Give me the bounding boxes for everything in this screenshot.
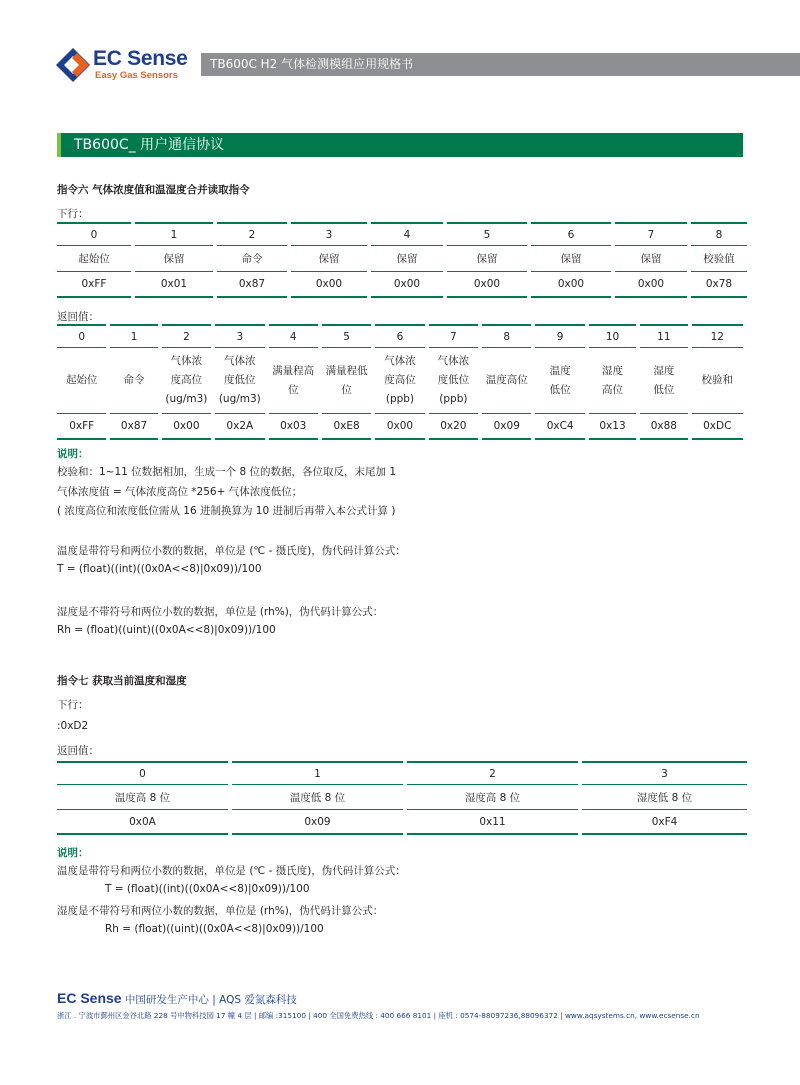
field-name-line: 高位 — [602, 383, 623, 396]
footer-org: 中国研发生产中心 | AQS 爱氮森科技 — [121, 994, 297, 1006]
banner-accent — [57, 133, 61, 157]
byte-value-cell: 0x87 — [217, 272, 287, 298]
field-name-line: 气体浓 — [384, 355, 416, 367]
byte-value-cell: 0xC4 — [535, 414, 584, 440]
byte-index-cell: 7 — [615, 222, 687, 246]
byte-value-cell: 0x00 — [531, 272, 611, 298]
logo-subtitle: Easy Gas Sensors — [95, 70, 178, 81]
cmd6-hum-formula: Rh = (float)((uint)((0x0A<<8)|0x09))/100 — [57, 624, 276, 636]
byte-value-cell: 0x00 — [291, 272, 367, 298]
byte-index-cell: 12 — [692, 324, 744, 348]
byte-value-cell: 0x13 — [589, 414, 636, 440]
field-name-cell: 校验值 — [691, 246, 747, 272]
byte-value-cell: 0x09 — [482, 414, 531, 440]
field-name-line: 低位 — [653, 383, 675, 396]
field-name-cell — [215, 348, 264, 414]
byte-value-cell: 0xFF — [57, 272, 131, 298]
cmd7-return-table — [53, 761, 751, 835]
byte-index-cell: 3 — [582, 761, 747, 785]
byte-value-cell: 0x20 — [429, 414, 478, 440]
doc-title-bar: TB600C H2 气体检测模组应用规格书 — [201, 53, 800, 76]
cmd6-note-conversion: ( 浓度高位和浓度低位需从 16 进制换算为 10 进制后再带入本公式计算 ) — [57, 505, 396, 517]
byte-value-cell: 0x00 — [615, 272, 687, 298]
section-banner — [57, 133, 743, 157]
byte-value-cell: 0x00 — [162, 414, 211, 440]
field-name-line: 满量程低 — [325, 364, 368, 377]
byte-index-cell: 0 — [57, 761, 228, 785]
field-name-line: 温度高位 — [485, 374, 528, 386]
byte-value-cell: 0xDC — [692, 414, 744, 440]
field-name-line: 湿度 — [602, 364, 623, 377]
page-footer — [57, 990, 743, 1021]
cmd7-return-label: 返回值： — [57, 745, 99, 757]
cmd6-down-table — [53, 222, 751, 298]
byte-index-cell: 9 — [535, 324, 584, 348]
footer-brand: EC Sense — [57, 990, 122, 1006]
field-name-line: 满量程高 — [272, 364, 315, 377]
field-name-cell: 保留 — [135, 246, 213, 272]
field-name-cell: 命令 — [217, 246, 287, 272]
cmd7-down-label: 下行： — [57, 699, 89, 711]
byte-index-cell: 5 — [322, 324, 371, 348]
field-name-line: 位 — [287, 383, 299, 396]
page-header — [0, 0, 800, 100]
field-name-line: (ppb) — [385, 393, 415, 405]
byte-value-cell: 0xE8 — [322, 414, 371, 440]
byte-value-cell: 0xFF — [57, 414, 106, 440]
field-name-cell — [57, 348, 106, 414]
cmd6-down-label: 下行： — [57, 208, 89, 220]
field-name-cell — [589, 348, 636, 414]
byte-value-cell: 0x00 — [375, 414, 424, 440]
cmd7-hum-desc: 湿度是不带符号和两位小数的数据，单位是 (rh%)，伪代码计算公式： — [57, 905, 384, 917]
field-name-cell — [269, 348, 318, 414]
footer-address: 浙江 . 宁波市鄞州区金谷北路 228 号中物科技园 17 幢 4 层 | 邮编 :315100 | 400 全国免费热线 : 400 666 8101 | 座机 : 0574-88097236,88096372 | www.aqsystems.cn, www.ecsense.cn — [57, 1011, 700, 1020]
cmd6-title: 指令六 气体浓度值和温湿度合并读取指令 — [57, 184, 250, 196]
field-name-line: 湿度 — [653, 364, 675, 377]
logo-title: EC Sense — [93, 47, 188, 70]
cmd6-temp-desc: 温度是带符号和两位小数的数据，单位是 (℃ - 摄氏度)，伪代码计算公式： — [57, 545, 406, 557]
cmd6-hum-desc: 湿度是不带符号和两位小数的数据，单位是 (rh%)，伪代码计算公式： — [57, 606, 384, 618]
field-name-cell — [322, 348, 371, 414]
cmd6-note-concentration: 气体浓度值 = 气体浓度高位 *256+ 气体浓度低位； — [57, 486, 303, 498]
field-name-line: (ug/m3) — [165, 393, 208, 405]
cmd6-note-label: 说明： — [57, 448, 89, 460]
ec-sense-logo — [55, 47, 195, 83]
byte-value-cell: 0x87 — [110, 414, 157, 440]
byte-index-cell: 3 — [291, 222, 367, 246]
byte-index-cell: 0 — [57, 324, 106, 348]
byte-value-cell: 0x01 — [135, 272, 213, 298]
byte-index-cell: 1 — [232, 761, 403, 785]
cmd7-down-value: :0xD2 — [57, 720, 89, 732]
field-name-line: 度高位 — [170, 374, 203, 386]
field-name-line: 低位 — [549, 383, 571, 396]
cmd6-return-table — [53, 324, 747, 440]
cmd7-hum-formula: Rh = (float)((uint)((0x0A<<8)|0x09))/100 — [105, 923, 324, 935]
field-name-cell: 保留 — [291, 246, 367, 272]
byte-index-cell: 10 — [589, 324, 636, 348]
byte-value-cell: 0xF4 — [582, 810, 747, 835]
field-name-line: (ug/m3) — [218, 393, 261, 405]
byte-index-cell: 8 — [691, 222, 747, 246]
field-name-cell — [375, 348, 424, 414]
field-name-line: 度低位 — [224, 374, 256, 386]
cmd7-title: 指令七 获取当前温度和湿度 — [57, 675, 187, 687]
field-name-line: 位 — [341, 383, 352, 396]
byte-index-cell: 2 — [217, 222, 287, 246]
cmd6-temp-formula: T = (float)((int)((0x0A<<8)|0x09))/100 — [57, 563, 262, 575]
byte-index-cell: 4 — [371, 222, 443, 246]
byte-value-cell: 0x11 — [407, 810, 578, 835]
byte-index-cell: 8 — [482, 324, 531, 348]
field-name-line: 温度 — [549, 364, 571, 377]
field-name-cell — [162, 348, 211, 414]
field-name-cell: 湿度低 8 位 — [582, 785, 747, 810]
byte-index-cell: 11 — [640, 324, 687, 348]
field-name-line: 气体浓 — [170, 355, 203, 367]
field-name-cell: 温度低 8 位 — [232, 785, 403, 810]
byte-index-cell: 7 — [429, 324, 478, 348]
footer-line1 — [57, 990, 743, 1007]
field-name-cell — [482, 348, 531, 414]
field-name-line: 命令 — [123, 374, 145, 386]
cmd6-return-label: 返回值： — [57, 311, 99, 323]
field-name-cell: 保留 — [615, 246, 687, 272]
field-name-cell: 起始位 — [57, 246, 131, 272]
diamond-logo-icon — [55, 47, 95, 83]
byte-index-cell: 2 — [162, 324, 211, 348]
byte-value-cell: 0x2A — [215, 414, 264, 440]
section-title: TB600C_ 用户通信协议 — [74, 137, 225, 153]
field-name-line: 校验和 — [701, 374, 733, 386]
byte-index-cell: 6 — [531, 222, 611, 246]
byte-value-cell: 0x00 — [371, 272, 443, 298]
field-name-line: (ppb) — [439, 393, 468, 405]
byte-value-cell: 0x0A — [57, 810, 228, 835]
byte-index-cell: 1 — [110, 324, 157, 348]
byte-value-cell: 0x03 — [269, 414, 318, 440]
field-name-cell — [692, 348, 744, 414]
cmd7-temp-desc: 温度是带符号和两位小数的数据，单位是 (℃ - 摄氏度)，伪代码计算公式： — [57, 865, 406, 877]
field-name-cell — [640, 348, 687, 414]
byte-index-cell: 0 — [57, 222, 131, 246]
field-name-cell — [110, 348, 157, 414]
field-name-line: 气体浓 — [224, 355, 256, 367]
field-name-cell — [429, 348, 478, 414]
field-name-cell: 保留 — [531, 246, 611, 272]
byte-value-cell: 0x09 — [232, 810, 403, 835]
byte-value-cell: 0x78 — [691, 272, 747, 298]
field-name-cell: 保留 — [371, 246, 443, 272]
cmd6-note-checksum: 校验和：1~11 位数据相加，生成一个 8 位的数据，各位取反，末尾加 1 — [57, 466, 397, 478]
byte-index-cell: 2 — [407, 761, 578, 785]
field-name-cell: 温度高 8 位 — [57, 785, 228, 810]
byte-value-cell: 0x88 — [640, 414, 687, 440]
field-name-line: 度高位 — [384, 374, 416, 386]
field-name-cell: 湿度高 8 位 — [407, 785, 578, 810]
field-name-line: 气体浓 — [437, 355, 470, 367]
field-name-line: 度低位 — [437, 374, 470, 386]
byte-index-cell: 3 — [215, 324, 264, 348]
byte-index-cell: 6 — [375, 324, 424, 348]
byte-value-cell: 0x00 — [447, 272, 527, 298]
cmd7-temp-formula: T = (float)((int)((0x0A<<8)|0x09))/100 — [105, 883, 310, 895]
byte-index-cell: 1 — [135, 222, 213, 246]
field-name-line: 起始位 — [65, 374, 98, 386]
byte-index-cell: 4 — [269, 324, 318, 348]
cmd7-note-label: 说明： — [57, 847, 89, 859]
byte-index-cell: 5 — [447, 222, 527, 246]
field-name-cell — [535, 348, 584, 414]
field-name-cell: 保留 — [447, 246, 527, 272]
